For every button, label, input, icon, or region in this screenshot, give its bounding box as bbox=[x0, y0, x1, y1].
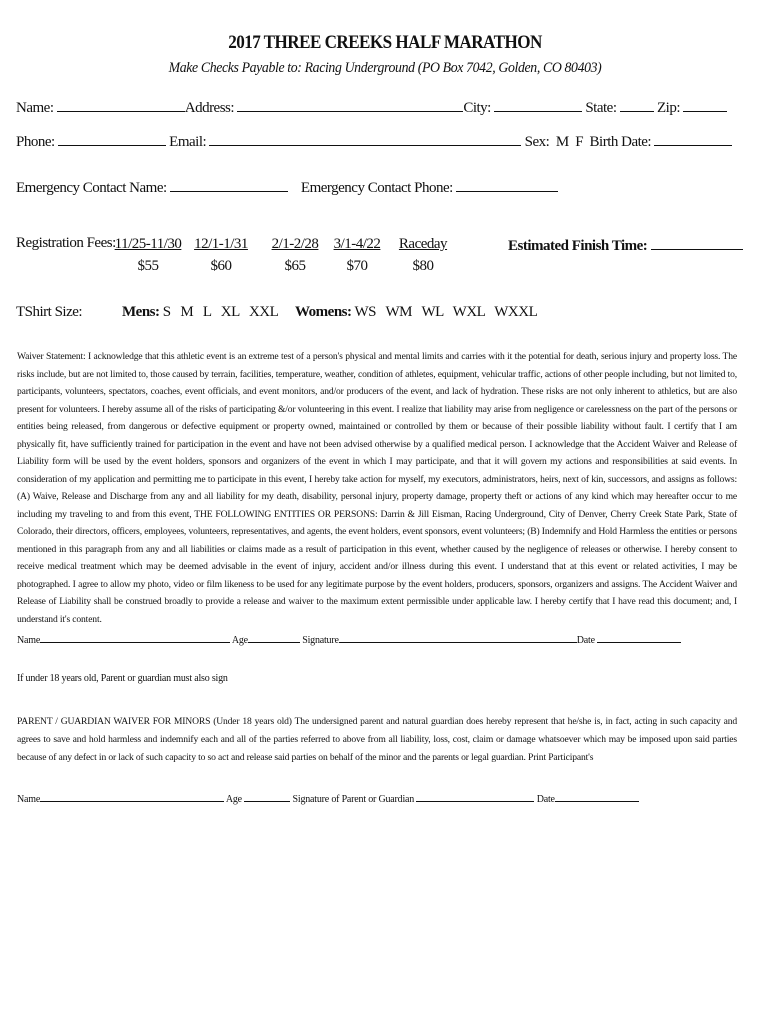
tshirt-label: TShirt Size: bbox=[16, 304, 83, 320]
fees-label: Registration Fees: bbox=[16, 235, 116, 251]
email-label: Email: bbox=[169, 134, 207, 150]
sex-label: Sex: bbox=[524, 134, 550, 150]
sig-age-field[interactable] bbox=[248, 632, 300, 643]
sig-name-field[interactable] bbox=[40, 632, 230, 643]
finish-time-row bbox=[508, 235, 743, 255]
mens-label: Mens: bbox=[122, 304, 160, 320]
womens-sizes-row bbox=[295, 304, 537, 321]
phone-field[interactable] bbox=[58, 131, 166, 146]
sex-m-option[interactable]: M bbox=[555, 134, 569, 150]
finish-time-field[interactable] bbox=[651, 235, 743, 250]
parent-signature-row bbox=[17, 791, 639, 805]
state-label: State: bbox=[585, 100, 617, 116]
state-field[interactable] bbox=[620, 97, 654, 112]
womens-sizes[interactable]: WS WM WL WXL WXXL bbox=[354, 304, 538, 320]
fee-dates: 2/1-2/28 bbox=[271, 236, 319, 252]
sig-signature-field[interactable] bbox=[339, 632, 577, 643]
waiver-statement: Waiver Statement: I acknowledge that this athletic event is an extreme test of a person's physical and mental limits and carries with it the potential for death, serious injury and property loss. The risks include, but are not limited to, those caused by terrain, facilities, temperature, weather, condition of athletes, equipment, vehicular traffic, actions of other people including, but not limited to, participants, volunteers, spectators, coaches, event officials, and event monitors, and/or producers of the event, and lack of hydration. These risks are not only inherent to athletics, but are also present for volunteers. I hereby assume all of the risks of participating &/or volunteering in this event. I realize that liability may arise from negligence or carelessness on the part of the persons or entities being released, from dangerous or defective equipment or property owned, maintained or controlled by them or because of their possible liability without fault. I certify that I am physically fit, have sufficiently trained for participation in the event and have not been advised otherwise by a qualified medical person. I acknowledge that the Accident Waiver and Release of Liability form will be used by the event holders, sponsors and organizers of the event in which I may participate, and that it will govern my actions and responsibilities at said events. In consideration of my application and permitting me to participate in this event, I hereby take action for myself, my executors, administrators, heirs, next of kin, successors, and assigns as follows: (A) Waive, Release and Discharge from any and all liability for my death, disability, personal injury, property damage, property theft or actions of any kind which may hereafter occur to me including my traveling to and from this event, THE FOLLOWING ENTITIES OR PERSONS: Darrin & Jill Eisman, Racing Underground, City of Denver, Cherry Creek State Park, State of Colorado, their directors, officers, employees, volunteers, representatives, and agents, the event holders, event sponsors, event volunteers; (B) Indemnify and Hold Harmless the entities or persons mentioned in this paragraph from any and all liabilities or claims made as a result of participation in this event, whether caused by the negligence of releases or otherwise. I hereby consent to receive medical treatment which may be deemed advisable in the event of injury, accident and/or illness during this event. I understand that at this event or related activities, I may be photographed. I agree to allow my photo, video or film likeness to be used for any legitimate purpose by the event holders, producers, sponsors, organizers and assigns. The Accident Waiver and Release of Liability shall be construed broadly to provide a release and waiver to the maximum extent permissible under applicable law. I hereby certify that I have read this document; and, I understand it's content. bbox=[17, 351, 737, 625]
sex-f-option[interactable]: F bbox=[575, 134, 584, 150]
parent-waiver: PARENT / GUARDIAN WAIVER FOR MINORS (Under 18 years old) The undersigned parent and natural guardian does hereby represent that he/she is, in fact, acting in such capacity and agrees to save and hold harmless and indemnify each and all of the parties referred to above from all liability, loss, cost, claim or damage whatsoever which may be imposed upon said parties because of any defect in or lack of such capacity to so act and release said parties on behalf of the minor and the parents or legal guardian. Print Participant's bbox=[17, 716, 737, 763]
parent-signature-label: Signature of Parent or Guardian bbox=[292, 794, 415, 805]
fee-price: $70 bbox=[346, 258, 368, 274]
zip-field[interactable] bbox=[683, 97, 727, 112]
sig-date-label: Date bbox=[576, 635, 595, 646]
fee-option[interactable] bbox=[112, 233, 184, 277]
parent-age-field[interactable] bbox=[244, 791, 290, 802]
city-field[interactable] bbox=[494, 97, 582, 112]
form-title: 2017 THREE CREEKS HALF MARATHON bbox=[228, 32, 542, 53]
address-label: Address: bbox=[184, 100, 235, 116]
parent-name-field[interactable] bbox=[40, 791, 224, 802]
sig-age-label: Age bbox=[231, 635, 248, 646]
parent-date-field[interactable] bbox=[555, 791, 639, 802]
fee-option[interactable] bbox=[394, 233, 452, 277]
emergency-name-field[interactable] bbox=[170, 177, 288, 192]
phone-label: Phone: bbox=[16, 134, 55, 150]
fee-dates: 12/1-1/31 bbox=[194, 236, 248, 252]
fee-price: $55 bbox=[137, 258, 159, 274]
emergency-phone-field[interactable] bbox=[456, 177, 558, 192]
zip-label: Zip: bbox=[657, 100, 680, 116]
fee-option[interactable] bbox=[266, 233, 324, 277]
mens-sizes[interactable]: S M L XL XXL bbox=[162, 304, 279, 320]
fee-price: $60 bbox=[210, 258, 232, 274]
address-field[interactable] bbox=[237, 97, 463, 112]
finish-time-label: Estimated Finish Time: bbox=[508, 238, 648, 254]
parent-signature-field[interactable] bbox=[416, 791, 534, 802]
parent-name-label: Name bbox=[17, 794, 41, 805]
signature-row bbox=[17, 632, 681, 646]
birth-date-label: Birth Date: bbox=[589, 134, 652, 150]
fee-dates: 11/25-11/30 bbox=[114, 236, 182, 252]
sig-name-label: Name bbox=[17, 635, 41, 646]
minor-note: If under 18 years old, Parent or guardian must also sign bbox=[17, 673, 228, 684]
emergency-row bbox=[16, 177, 558, 197]
womens-label: Womens: bbox=[295, 304, 352, 320]
fee-dates: Raceday bbox=[398, 236, 448, 252]
fee-price: $80 bbox=[412, 258, 434, 274]
name-label: Name: bbox=[16, 100, 54, 116]
fee-option[interactable] bbox=[190, 233, 252, 277]
birth-date-field[interactable] bbox=[654, 131, 732, 146]
fee-price: $65 bbox=[284, 258, 306, 274]
sig-signature-label: Signature bbox=[302, 635, 339, 646]
emergency-phone-label: Emergency Contact Phone: bbox=[300, 180, 453, 196]
name-row bbox=[16, 97, 727, 117]
fee-dates: 3/1-4/22 bbox=[333, 236, 381, 252]
phone-row bbox=[16, 131, 732, 151]
mens-sizes-row bbox=[122, 304, 278, 321]
email-field[interactable] bbox=[209, 131, 521, 146]
sig-date-field[interactable] bbox=[597, 632, 681, 643]
city-label: City: bbox=[463, 100, 491, 116]
parent-date-label: Date bbox=[536, 794, 555, 805]
parent-age-label: Age bbox=[225, 794, 242, 805]
fee-option[interactable] bbox=[328, 233, 386, 277]
emergency-name-label: Emergency Contact Name: bbox=[16, 180, 167, 196]
name-field[interactable] bbox=[57, 97, 185, 112]
form-subtitle: Make Checks Payable to: Racing Underground (PO Box 7042, Golden, CO 80403) bbox=[168, 60, 602, 76]
